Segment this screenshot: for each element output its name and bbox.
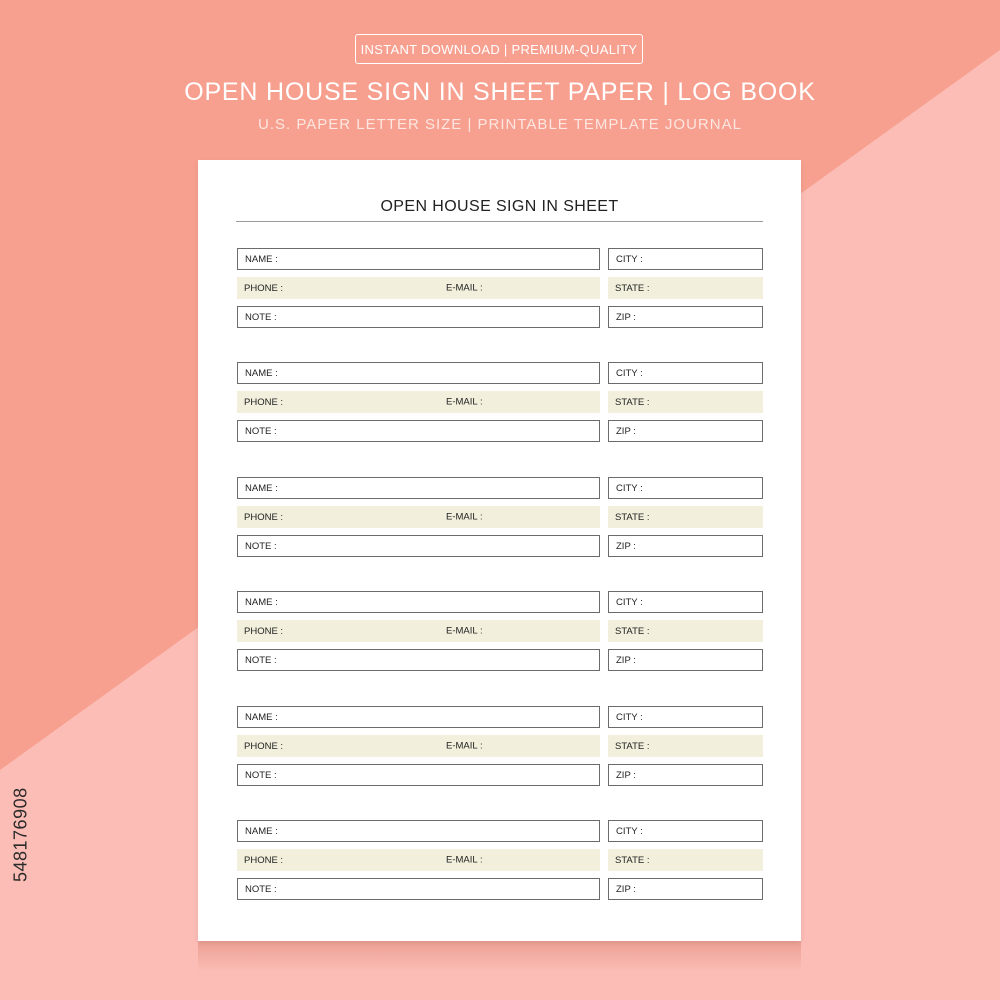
email-label: E-MAIL :: [446, 740, 483, 752]
side-id-text: 548176908: [10, 787, 31, 883]
name-field[interactable]: [237, 248, 600, 270]
state-field[interactable]: [608, 620, 763, 642]
phone-field[interactable]: [237, 277, 600, 299]
name-field[interactable]: [237, 706, 600, 728]
name-label: NAME :: [245, 367, 278, 379]
zip-field[interactable]: [608, 420, 763, 442]
phone-field[interactable]: [237, 391, 600, 413]
email-label: E-MAIL :: [446, 396, 483, 408]
phone-field[interactable]: [237, 849, 600, 871]
note-field[interactable]: [237, 764, 600, 786]
name-label: NAME :: [245, 711, 278, 723]
note-field[interactable]: [237, 878, 600, 900]
zip-field[interactable]: [608, 306, 763, 328]
state-field[interactable]: [608, 391, 763, 413]
city-field[interactable]: [608, 591, 763, 613]
zip-label: ZIP :: [616, 425, 636, 437]
note-label: NOTE :: [245, 540, 277, 552]
zip-field[interactable]: [608, 535, 763, 557]
note-label: NOTE :: [245, 425, 277, 437]
zip-field[interactable]: [608, 878, 763, 900]
city-label: CITY :: [616, 253, 643, 265]
note-field[interactable]: [237, 649, 600, 671]
phone-field[interactable]: [237, 620, 600, 642]
zip-label: ZIP :: [616, 654, 636, 666]
email-label: E-MAIL :: [446, 511, 483, 523]
note-label: NOTE :: [245, 311, 277, 323]
email-label: E-MAIL :: [446, 625, 483, 637]
city-field[interactable]: [608, 248, 763, 270]
note-label: NOTE :: [245, 883, 277, 895]
zip-field[interactable]: [608, 649, 763, 671]
state-label: STATE :: [615, 854, 650, 866]
zip-label: ZIP :: [616, 769, 636, 781]
city-field[interactable]: [608, 362, 763, 384]
phone-field[interactable]: [237, 735, 600, 757]
note-field[interactable]: [237, 306, 600, 328]
note-label: NOTE :: [245, 769, 277, 781]
city-field[interactable]: [608, 706, 763, 728]
phone-label: PHONE :: [244, 282, 284, 294]
city-field[interactable]: [608, 477, 763, 499]
city-label: CITY :: [616, 711, 643, 723]
note-field[interactable]: [237, 420, 600, 442]
title-divider: [236, 221, 763, 222]
phone-label: PHONE :: [244, 511, 284, 523]
phone-label: PHONE :: [244, 854, 284, 866]
note-label: NOTE :: [245, 654, 277, 666]
city-field[interactable]: [608, 820, 763, 842]
state-label: STATE :: [615, 511, 650, 523]
name-field[interactable]: [237, 362, 600, 384]
state-field[interactable]: [608, 735, 763, 757]
phone-label: PHONE :: [244, 396, 284, 408]
name-label: NAME :: [245, 596, 278, 608]
state-field[interactable]: [608, 506, 763, 528]
note-field[interactable]: [237, 535, 600, 557]
city-label: CITY :: [616, 482, 643, 494]
name-label: NAME :: [245, 825, 278, 837]
email-label: E-MAIL :: [446, 854, 483, 866]
email-label: E-MAIL :: [446, 282, 483, 294]
city-label: CITY :: [616, 825, 643, 837]
name-label: NAME :: [245, 253, 278, 265]
state-label: STATE :: [615, 625, 650, 637]
state-label: STATE :: [615, 396, 650, 408]
page-subline: U.S. PAPER LETTER SIZE | PRINTABLE TEMPLATE JOURNAL: [258, 116, 742, 133]
state-label: STATE :: [615, 740, 650, 752]
sheet-shadow: [198, 940, 801, 972]
zip-label: ZIP :: [616, 311, 636, 323]
sheet-title: OPEN HOUSE SIGN IN SHEET: [380, 198, 619, 215]
zip-label: ZIP :: [616, 883, 636, 895]
state-label: STATE :: [615, 282, 650, 294]
name-label: NAME :: [245, 482, 278, 494]
state-field[interactable]: [608, 277, 763, 299]
phone-label: PHONE :: [244, 740, 284, 752]
name-field[interactable]: [237, 477, 600, 499]
zip-field[interactable]: [608, 764, 763, 786]
page-headline: OPEN HOUSE SIGN IN SHEET PAPER | LOG BOOK: [184, 78, 816, 106]
zip-label: ZIP :: [616, 540, 636, 552]
phone-label: PHONE :: [244, 625, 284, 637]
name-field[interactable]: [237, 820, 600, 842]
state-field[interactable]: [608, 849, 763, 871]
phone-field[interactable]: [237, 506, 600, 528]
instant-download-badge: INSTANT DOWNLOAD | PREMIUM-QUALITY: [355, 34, 643, 64]
city-label: CITY :: [616, 596, 643, 608]
name-field[interactable]: [237, 591, 600, 613]
city-label: CITY :: [616, 367, 643, 379]
sign-in-sheet: [198, 160, 801, 941]
